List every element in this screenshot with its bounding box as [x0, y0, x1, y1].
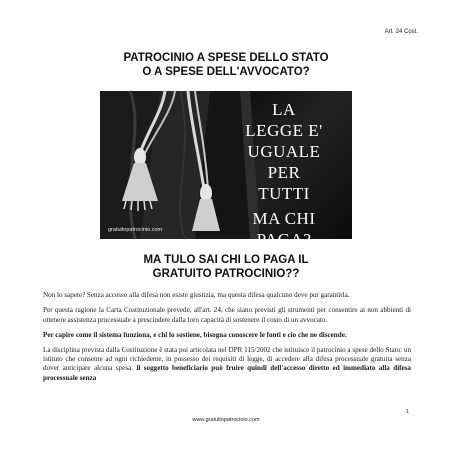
cover-photo — [100, 91, 352, 249]
photo-text-line: LA — [272, 100, 296, 119]
paragraph — [43, 346, 411, 384]
title-line-1: PATROCINIO A SPESE DELLO STATO — [123, 52, 329, 64]
subtitle-line-2: GRATUITO PATROCINIO?? — [152, 268, 300, 280]
photo-caption — [228, 99, 340, 250]
paragraph-bold — [43, 331, 411, 340]
title-line-2: O A SPESE DELL'AVVOCATO? — [142, 66, 310, 78]
paragraph-text: La disciplina prevista dalla Costituzione è stata poi articolata nel DPR 115/2002 che istituisce il patrocinio a spese dello Stato: un istituto che consente ad ogni richiedente, in possesso dei requisiti di legge, di accedere alla difesa processuale gratuita senza dover anticipare alcuna spesa. — [43, 345, 411, 373]
document-title — [60, 51, 392, 79]
article-reference: Art. 24 Cost. — [384, 29, 418, 35]
bold-text: il soggetto beneficiario può fruire quindi dell'accesso diretto ed immediato alla difesa processuale senza — [43, 364, 411, 382]
paragraph: Non lo sapete? Senza accesso alla difesa non esiste giustizia, ma questa difesa qualcuno deve pur garantirla. — [43, 291, 350, 299]
photo-text-line: UGUALE — [247, 142, 321, 161]
body-text — [43, 291, 411, 389]
bold-text: Per capire come il sistema funziona, e chi lo sostiene, bisogna conoscere le fonti e cio che ne discende. — [43, 331, 347, 340]
photo-text-line: LEGGE E' — [245, 121, 323, 140]
photo-text-line: MA CHI — [252, 209, 316, 228]
photo-text-line: PER — [267, 163, 301, 182]
footer-url: www.gratuitopatrocinio.com — [192, 417, 260, 423]
section-heading — [70, 253, 382, 281]
paragraph: Per questa ragione la Carta Costituzionale prevede, all'art. 24, che siano previsti gli strumenti per consentire ai non abbienti di ottenere assistenza processuale a prescindere dalla loro capacità di sostenere il costo di un avvocato. — [43, 306, 411, 324]
photo-text-line: PAGA? — [256, 230, 312, 249]
photo-text-line: TUTTI — [258, 184, 310, 203]
subtitle-line-1: MA TULO SAI CHI LO PAGA IL — [143, 254, 309, 266]
page-number: 1 — [405, 409, 409, 415]
photo-watermark: gratuitopatrocinio.com — [108, 227, 163, 233]
